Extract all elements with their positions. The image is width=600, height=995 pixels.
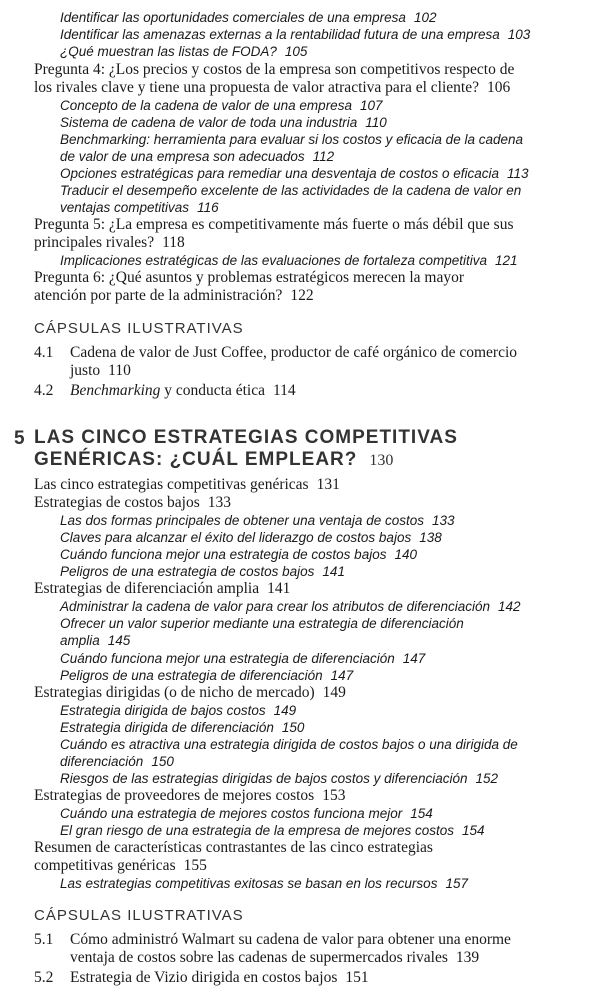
capsula-number: 4.2 (34, 382, 54, 399)
toc-entry: Traducir el desempeño excelente de las actividades de la cadena de valor en (60, 183, 522, 198)
question-5-cont: principales rivales? 118 (34, 234, 185, 251)
capsula-entry-cont: ventaja de costos sobre las cadenas de supermercados rivales 139 (70, 949, 480, 966)
toc-entry: Ofrecer un valor superior mediante una estrategia de diferenciación (60, 616, 464, 631)
toc-entry: Las estrategias competitivas exitosas se basan en los recursos 157 (60, 876, 468, 891)
question-4-cont: los rivales clave y tiene una propuesta de valor atractiva para el cliente? 106 (34, 79, 511, 96)
toc-entry-cont: amplia 145 (60, 633, 131, 648)
toc-entry: Claves para alcanzar el éxito del liderazgo de costos bajos 138 (60, 530, 442, 545)
toc-entry: Riesgos de las estrategias dirigidas de bajos costos y diferenciación 152 (60, 771, 499, 786)
toc-section: Estrategias de diferenciación amplia 141 (34, 580, 291, 597)
toc-section: Estrategias de costos bajos 133 (34, 494, 231, 511)
capsula-number: 5.2 (34, 969, 54, 986)
toc-entry: Administrar la cadena de valor para crear los atributos de diferenciación 142 (60, 599, 521, 614)
toc-entry: El gran riesgo de una estrategia de la empresa de mejores costos 154 (60, 823, 485, 838)
question-4: Pregunta 4: ¿Los precios y costos de la empresa son competitivos respecto de (34, 61, 515, 78)
toc-section: Resumen de características contrastantes de las cinco estrategias (34, 839, 433, 856)
toc-section: Estrategias dirigidas (o de nicho de mercado) 149 (34, 684, 346, 701)
capsula-number: 4.1 (34, 344, 54, 361)
toc-entry: Cuándo funciona mejor una estrategia de costos bajos 140 (60, 547, 417, 562)
toc-entry: Implicaciones estratégicas de las evaluaciones de fortaleza competitiva 121 (60, 253, 518, 268)
toc-entry: Las dos formas principales de obtener una ventaja de costos 133 (60, 513, 455, 528)
toc-entry-cont: de valor de una empresa son adecuados 112 (60, 149, 335, 164)
toc-section: Estrategias de proveedores de mejores costos 153 (34, 787, 346, 804)
toc-entry: Opciones estratégicas para remediar una desventaja de costos o eficacia 113 (60, 166, 529, 181)
capsula-entry: Benchmarking y conducta ética 114 (70, 382, 296, 399)
toc-entry-cont: diferenciación 150 (60, 754, 174, 769)
toc-section: Las cinco estrategias competitivas genéricas 131 (34, 476, 340, 493)
toc-entry: Cuándo funciona mejor una estrategia de diferenciación 147 (60, 651, 426, 666)
chapter-title-cont: GENÉRICAS: ¿CUÁL EMPLEAR? 130 (34, 449, 394, 470)
toc-entry: Peligros de una estrategia de costos bajos 141 (60, 564, 345, 579)
section-heading: CÁPSULAS ILUSTRATIVAS (34, 907, 244, 924)
toc-entry: Identificar las amenazas externas a la rentabilidad futura de una empresa 103 (60, 27, 531, 42)
toc-entry: Estrategia dirigida de bajos costos 149 (60, 703, 297, 718)
toc-entry: Concepto de la cadena de valor de una empresa 107 (60, 98, 383, 113)
capsula-entry: Cómo administró Walmart su cadena de valor para obtener una enorme (70, 931, 511, 948)
toc-entry: Identificar las oportunidades comerciales de una empresa 102 (60, 10, 437, 25)
toc-entry: Benchmarking: herramienta para evaluar si los costos y eficacia de la cadena (60, 132, 523, 147)
section-heading: CÁPSULAS ILUSTRATIVAS (34, 320, 244, 337)
toc-entry: Cuándo es atractiva una estrategia dirigida de costos bajos o una dirigida de (60, 737, 518, 752)
toc-entry-cont: ventajas competitivas 116 (60, 200, 219, 215)
question-5: Pregunta 5: ¿La empresa es competitivamente más fuerte o más débil que sus (34, 216, 514, 233)
toc-entry: Sistema de cadena de valor de toda una industria 110 (60, 115, 387, 130)
toc-entry: Estrategia dirigida de diferenciación 150 (60, 720, 305, 735)
toc-entry: ¿Qué muestran las listas de FODA? 105 (60, 44, 308, 59)
chapter-title: LAS CINCO ESTRATEGIAS COMPETITIVAS (34, 427, 458, 448)
capsula-entry-cont: justo 110 (70, 362, 131, 379)
question-6: Pregunta 6: ¿Qué asuntos y problemas estratégicos merecen la mayor (34, 269, 464, 286)
chapter-number: 5 (14, 428, 25, 449)
capsula-entry: Cadena de valor de Just Coffee, productor de café orgánico de comercio (70, 344, 518, 361)
toc-section-cont: competitivas genéricas 155 (34, 857, 207, 874)
toc-entry: Peligros de una estrategia de diferenciación 147 (60, 668, 354, 683)
question-6-cont: atención por parte de la administración? 122 (34, 287, 314, 304)
toc-entry: Cuándo una estrategia de mejores costos funciona mejor 154 (60, 806, 433, 821)
capsula-number: 5.1 (34, 931, 54, 948)
capsula-entry: Estrategia de Vizio dirigida en costos bajos 151 (70, 969, 369, 986)
